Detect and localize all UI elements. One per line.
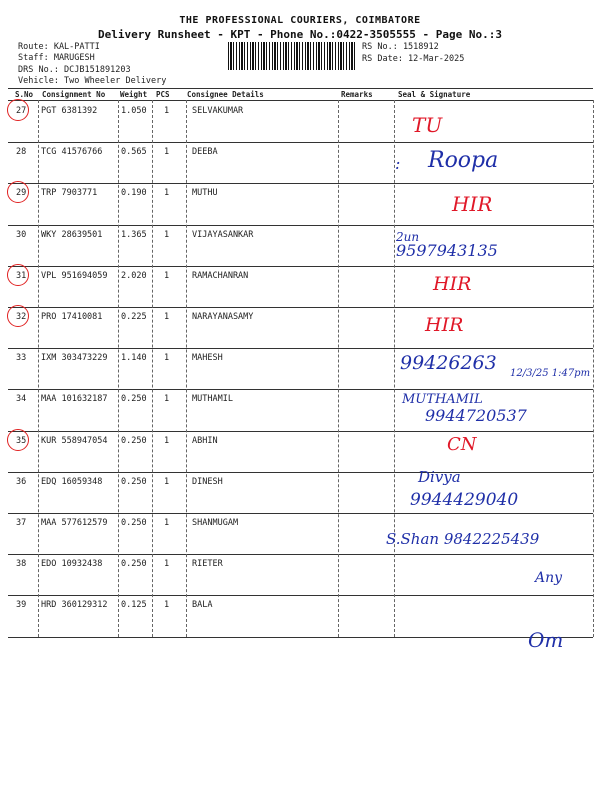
cell-weight: 0.250 <box>121 559 147 570</box>
cell-consignment: EDO 10932438 <box>41 559 103 570</box>
cell-consignee: DEEBA <box>192 147 218 158</box>
red-circle-mark <box>7 99 29 121</box>
cell-pcs: 1 <box>164 353 170 364</box>
column-divider <box>38 100 39 637</box>
cell-weight: 0.250 <box>121 394 147 405</box>
cell-consignment: TRP 7903771 <box>41 188 98 199</box>
cell-consignee: BALA <box>192 600 213 611</box>
row-divider <box>8 183 593 184</box>
row-divider <box>8 389 593 390</box>
sig-28-dot: : <box>395 154 401 173</box>
sig-34: 9944720537 <box>425 406 527 425</box>
cell-consignee: NARAYANASAMY <box>192 312 254 322</box>
route-label: Route: KAL-PATTI <box>18 42 100 52</box>
cell-consignment: EDQ 16059348 <box>41 476 103 487</box>
cell-pcs: 1 <box>164 270 170 281</box>
cell-weight: 0.225 <box>121 312 147 322</box>
cell-pcs: 1 <box>164 106 170 116</box>
cell-pcs: 1 <box>164 147 170 158</box>
table-header-rule <box>8 100 593 101</box>
cell-consignment: MAA 577612579 <box>41 518 108 528</box>
cell-weight: 0.125 <box>121 600 147 611</box>
cell-sno: 27 <box>16 106 27 116</box>
cell-consignment: MAA 101632187 <box>41 394 108 405</box>
cell-sno: 33 <box>16 353 27 364</box>
col-header-remarks: Remarks <box>341 90 373 99</box>
column-divider <box>338 100 339 637</box>
column-divider <box>593 100 594 637</box>
cell-sno: 31 <box>16 270 27 281</box>
barcode-image <box>228 42 356 70</box>
column-divider <box>118 100 119 637</box>
cell-sno: 39 <box>16 600 27 611</box>
red-circle-mark <box>7 181 29 203</box>
red-circle-mark <box>7 305 29 327</box>
cell-pcs: 1 <box>164 559 170 570</box>
col-header-seal: Seal & Signature <box>398 90 471 99</box>
cell-weight: 0.250 <box>121 476 147 487</box>
cell-weight: 2.020 <box>121 270 147 281</box>
cell-consignee: RAMACHANRAN <box>192 270 249 281</box>
cell-consignment: IXM 303473229 <box>41 353 108 364</box>
cell-consignee: ABHIN <box>192 435 218 446</box>
cell-consignment: TCG 41576766 <box>41 147 103 158</box>
sig-37: S.Shan 9842225439 <box>386 530 540 548</box>
cell-pcs: 1 <box>164 188 170 199</box>
col-header-weight: Weight <box>120 90 148 99</box>
sig-27: TU <box>412 113 443 137</box>
cell-weight: 0.190 <box>121 188 147 199</box>
cell-weight: 1.140 <box>121 353 147 364</box>
sig-36: 9944429040 <box>410 490 519 510</box>
cell-sno: 36 <box>16 476 27 487</box>
cell-sno: 30 <box>16 229 27 240</box>
cell-sno: 28 <box>16 147 27 158</box>
cell-pcs: 1 <box>164 312 170 322</box>
cell-consignee: SHANMUGAM <box>192 518 239 528</box>
cell-pcs: 1 <box>164 518 170 528</box>
sig-30-name: 2un <box>396 230 420 244</box>
staff-label: Staff: MARUGESH <box>18 53 95 63</box>
sig-33: 99426263 <box>400 352 497 374</box>
cell-sno: 35 <box>16 435 27 446</box>
rs-number: RS No.: 1518912 <box>362 42 439 52</box>
cell-weight: 0.250 <box>121 435 147 446</box>
col-header-consignment: Consignment No <box>42 90 106 99</box>
sig-33-date: 12/3/25 1:47pm <box>510 368 591 379</box>
cell-sno: 34 <box>16 394 27 405</box>
col-header-pcs: PCS <box>156 90 170 99</box>
cell-consignment: VPL 951694059 <box>41 270 108 281</box>
cell-pcs: 1 <box>164 435 170 446</box>
column-divider <box>186 100 187 637</box>
cell-pcs: 1 <box>164 394 170 405</box>
sig-39: Om <box>528 628 564 652</box>
row-divider <box>8 307 593 308</box>
cell-consignment: HRD 360129312 <box>41 600 108 611</box>
cell-pcs: 1 <box>164 476 170 487</box>
cell-consignment: KUR 558947054 <box>41 435 108 446</box>
cell-consignment: WKY 28639501 <box>41 229 103 240</box>
cell-consignee: DINESH <box>192 476 223 487</box>
row-divider <box>8 142 593 143</box>
cell-consignee: MUTHU <box>192 188 218 199</box>
cell-consignee: MAHESH <box>192 353 223 364</box>
row-divider <box>8 554 593 555</box>
vehicle-label: Vehicle: Two Wheeler Delivery <box>18 76 167 86</box>
cell-sno: 32 <box>16 312 27 322</box>
col-header-consignee: Consignee Details <box>187 90 264 99</box>
runsheet-subtitle: Delivery Runsheet - KPT - Phone No.:0422-3505555 - Page No.:3 <box>98 28 502 41</box>
cell-consignment: PGT 6381392 <box>41 106 98 116</box>
drs-number: DRS No.: DCJB151891203 <box>18 65 131 75</box>
sig-28: Roopa <box>428 148 499 173</box>
cell-consignee: SELVAKUMAR <box>192 106 244 116</box>
sig-36-name: Divya <box>418 468 461 486</box>
cell-sno: 38 <box>16 559 27 570</box>
sig-34-name: MUTHAMIL <box>402 392 483 407</box>
cell-weight: 0.250 <box>121 518 147 528</box>
row-divider <box>8 431 593 432</box>
row-divider <box>8 595 593 596</box>
cell-pcs: 1 <box>164 229 170 240</box>
sig-38: Any <box>535 570 563 586</box>
col-header-sno: S.No <box>15 90 34 99</box>
cell-consignment: PRO 17410081 <box>41 312 103 322</box>
row-divider <box>8 225 593 226</box>
sig-35: CN <box>447 434 477 455</box>
cell-consignee: VIJAYASANKAR <box>192 229 254 240</box>
company-title: THE PROFESSIONAL COURIERS, COIMBATORE <box>179 15 421 26</box>
sig-29: HIR <box>452 192 493 216</box>
cell-weight: 0.565 <box>121 147 147 158</box>
sig-30: 9597943135 <box>396 241 498 260</box>
cell-weight: 1.365 <box>121 229 147 240</box>
rs-date: RS Date: 12-Mar-2025 <box>362 54 465 64</box>
cell-consignee: MUTHAMIL <box>192 394 233 405</box>
cell-pcs: 1 <box>164 600 170 611</box>
sig-31: HIR <box>433 273 472 295</box>
cell-sno: 29 <box>16 188 27 199</box>
column-divider <box>152 100 153 637</box>
cell-consignee: RIETER <box>192 559 223 570</box>
row-divider <box>8 472 593 473</box>
cell-weight: 1.050 <box>121 106 147 116</box>
row-divider <box>8 513 593 514</box>
row-divider <box>8 637 593 638</box>
row-divider <box>8 266 593 267</box>
row-divider <box>8 348 593 349</box>
red-circle-mark <box>7 429 29 451</box>
sig-32: HIR <box>425 314 464 336</box>
column-divider <box>394 100 395 637</box>
table-top-rule <box>8 88 593 89</box>
red-circle-mark <box>7 264 29 286</box>
cell-sno: 37 <box>16 518 27 528</box>
